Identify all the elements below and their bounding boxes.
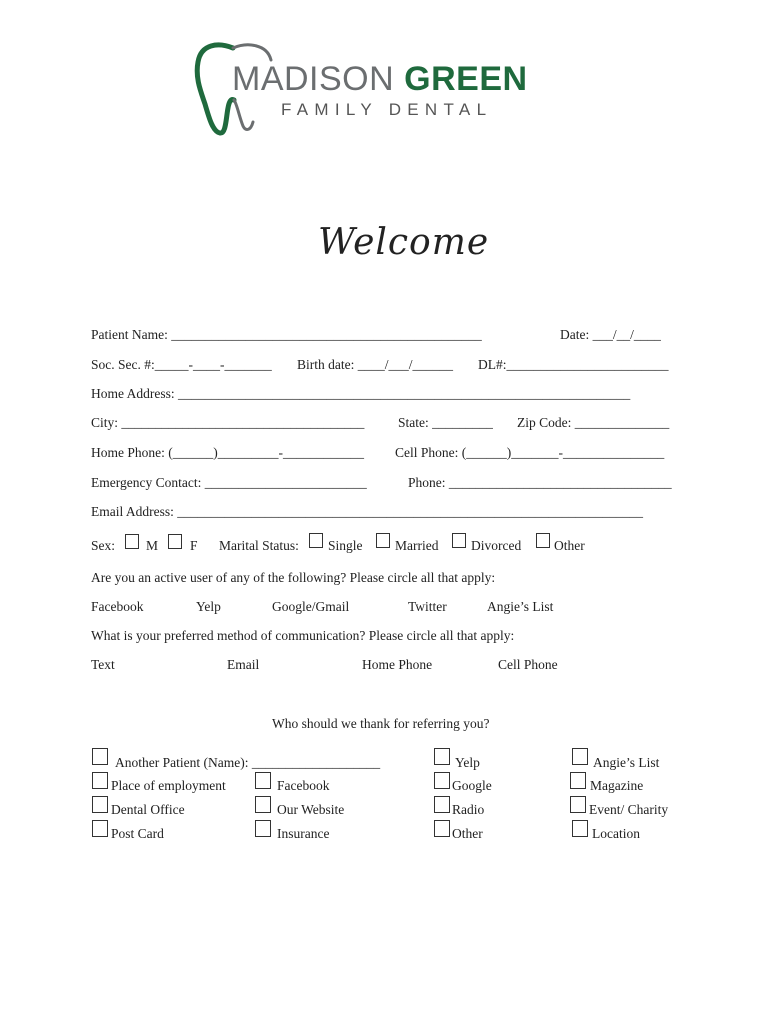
referral-insurance-label: Insurance (277, 826, 330, 841)
communication-option-cell-phone[interactable]: Cell Phone (498, 657, 558, 672)
referral-yelp-checkbox[interactable] (434, 748, 450, 765)
referral-yelp-label: Yelp (455, 755, 480, 770)
patient-name-field[interactable]: Patient Name: ______________________________________________ (91, 327, 482, 342)
marital-status-label: Marital Status: (219, 538, 299, 553)
referral-our-website-checkbox[interactable] (255, 796, 271, 813)
sex-m-checkbox[interactable] (125, 534, 139, 549)
marital-married-checkbox[interactable] (376, 533, 390, 548)
marital-other-label: Other (554, 538, 585, 553)
referral-other-checkbox[interactable] (434, 820, 450, 837)
communication-option-home-phone[interactable]: Home Phone (362, 657, 433, 672)
logo-tagline: FAMILY DENTAL (281, 100, 493, 119)
marital-single-checkbox[interactable] (309, 533, 323, 548)
marital-single-label: Single (328, 538, 363, 553)
referral-dental-office-checkbox[interactable] (92, 796, 108, 813)
home-address-field[interactable]: Home Address: ___________________________________________________________________ (91, 386, 631, 401)
marital-other-checkbox[interactable] (536, 533, 550, 548)
dl-field[interactable]: DL#:________________________ (478, 357, 669, 372)
referral-magazine-checkbox[interactable] (570, 772, 586, 789)
soc-sec-field[interactable]: Soc. Sec. #:_____-____-_______ (91, 357, 272, 372)
referral-facebook-label: Facebook (277, 778, 330, 793)
referral-question: Who should we thank for referring you? (272, 716, 490, 731)
emergency-contact-field[interactable]: Emergency Contact: ________________________ (91, 475, 367, 490)
date-field[interactable]: Date: ___/__/____ (560, 327, 661, 342)
referral-facebook-checkbox[interactable] (255, 772, 271, 789)
referral-another-patient-checkbox[interactable] (92, 748, 108, 765)
referral-event-charity-label: Event/ Charity (589, 802, 669, 817)
marital-married-label: Married (395, 538, 439, 553)
communication-option-text[interactable]: Text (91, 657, 115, 672)
sex-f-checkbox[interactable] (168, 534, 182, 549)
social-option-angies-list[interactable]: Angie’s List (487, 599, 554, 614)
referral-angies-list-checkbox[interactable] (572, 748, 588, 765)
communication-option-email[interactable]: Email (227, 657, 260, 672)
referral-place-of-employment-label: Place of employment (111, 778, 226, 793)
referral-location-label: Location (592, 826, 640, 841)
sex-f-label: F (190, 538, 198, 553)
logo-word-madison: MADISON (232, 60, 395, 98)
social-question: Are you an active user of any of the following? Please circle all that apply: (91, 570, 496, 585)
referral-angies-list-label: Angie’s List (593, 755, 660, 770)
marital-divorced-checkbox[interactable] (452, 533, 466, 548)
birth-date-field[interactable]: Birth date: ____/___/______ (297, 357, 453, 372)
referral-insurance-checkbox[interactable] (255, 820, 271, 837)
email-address-field[interactable]: Email Address: _____________________________________________________________________ (91, 504, 643, 519)
social-option-facebook[interactable]: Facebook (91, 599, 144, 614)
social-option-twitter[interactable]: Twitter (408, 599, 447, 614)
referral-another-patient-label: Another Patient (Name): ___________________ (115, 755, 381, 770)
referral-radio-checkbox[interactable] (434, 796, 450, 813)
referral-place-of-employment-checkbox[interactable] (92, 772, 108, 789)
referral-google-label: Google (452, 778, 492, 793)
home-phone-field[interactable]: Home Phone: (______)_________-____________ (91, 445, 364, 460)
city-field[interactable]: City: ____________________________________ (91, 415, 365, 430)
social-option-yelp[interactable]: Yelp (196, 599, 221, 614)
social-option-google[interactable]: Google/Gmail (272, 599, 350, 614)
referral-post-card-label: Post Card (111, 826, 164, 841)
communication-question: What is your preferred method of communication? Please circle all that apply: (91, 628, 515, 643)
sex-label: Sex: (91, 538, 116, 553)
referral-event-charity-checkbox[interactable] (570, 796, 586, 813)
referral-other-label: Other (452, 826, 483, 841)
zip-code-field[interactable]: Zip Code: ______________ (517, 415, 670, 430)
referral-location-checkbox[interactable] (572, 820, 588, 837)
logo-word-green: GREEN (404, 60, 528, 98)
referral-dental-office-label: Dental Office (111, 802, 185, 817)
marital-divorced-label: Divorced (471, 538, 522, 553)
sex-m-label: M (146, 538, 159, 553)
referral-magazine-label: Magazine (590, 778, 644, 793)
referral-radio-label: Radio (452, 802, 485, 817)
referral-post-card-checkbox[interactable] (92, 820, 108, 837)
emergency-phone-field[interactable]: Phone: _________________________________ (408, 475, 672, 490)
page-title: Welcome (318, 222, 490, 263)
referral-our-website-label: Our Website (277, 802, 345, 817)
cell-phone-field[interactable]: Cell Phone: (______)_______-_______________ (395, 445, 665, 460)
state-field[interactable]: State: _________ (398, 415, 493, 430)
logo-wordmark (232, 62, 528, 96)
referral-google-checkbox[interactable] (434, 772, 450, 789)
